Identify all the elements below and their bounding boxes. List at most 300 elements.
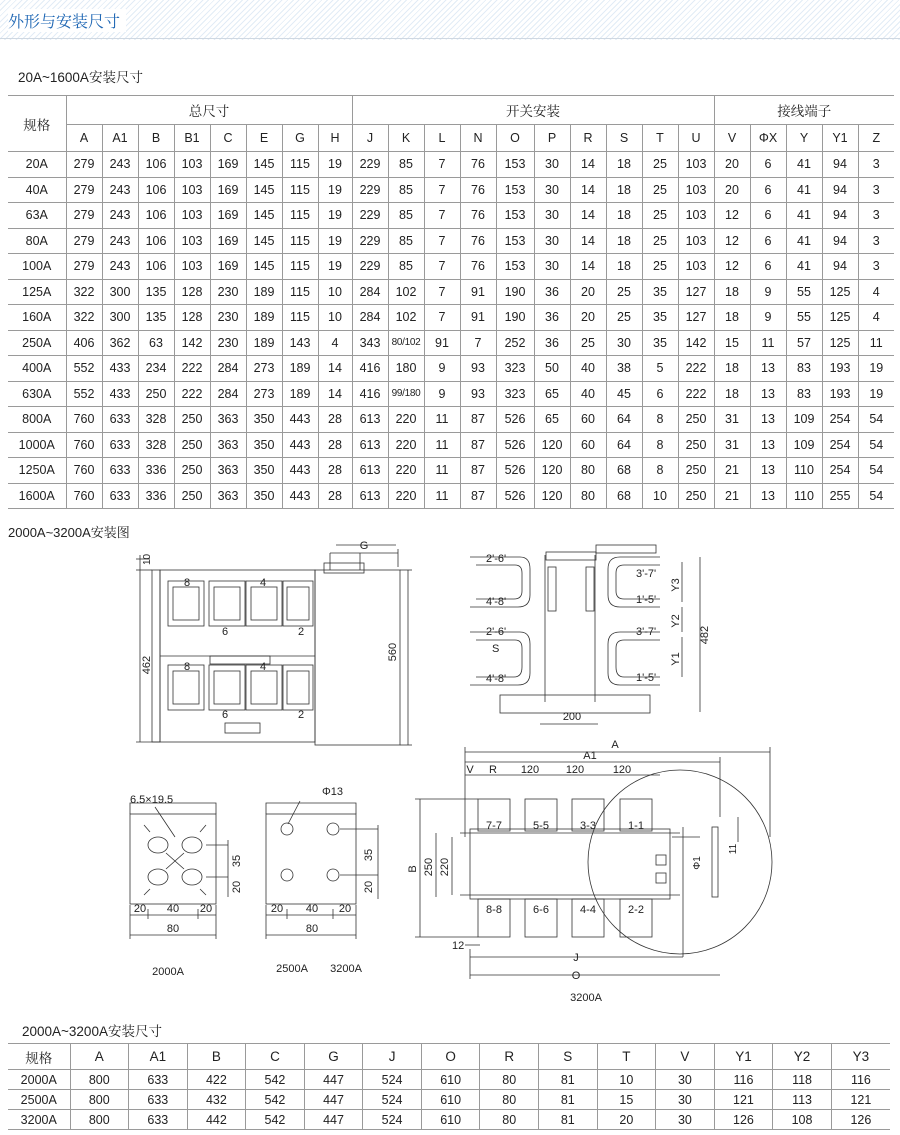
table1-column-header: P (534, 125, 570, 152)
table1-column-header: R (570, 125, 606, 152)
table1-row-spec: 20A (8, 152, 66, 178)
table1-cell: 190 (496, 279, 534, 305)
table1-cell: 3 (858, 177, 894, 203)
table1-cell: 279 (66, 177, 102, 203)
table1-cell: 14 (318, 356, 352, 382)
table1-cell: 343 (352, 330, 388, 356)
table2-cell: 800 (70, 1090, 129, 1110)
table1-cell: 103 (174, 228, 210, 254)
top-label-a: A (611, 739, 619, 751)
table2-cell: 800 (70, 1070, 129, 1090)
table1-cell: 613 (352, 407, 388, 433)
table1-column-header: A1 (102, 125, 138, 152)
table1-cell: 110 (786, 483, 822, 509)
table1-column-header: B1 (174, 125, 210, 152)
table1-cell: 103 (678, 228, 714, 254)
table1-group-header: 开关安装 (352, 96, 714, 125)
table1-cell: 7 (460, 330, 496, 356)
header-divider (0, 38, 900, 39)
table2-row-spec: 2000A (8, 1070, 70, 1090)
table1-cell: 18 (606, 254, 642, 280)
table1-cell: 76 (460, 228, 496, 254)
table1-cell: 11 (858, 330, 894, 356)
table1-cell: 254 (822, 432, 858, 458)
table2-column-header: A (70, 1044, 129, 1070)
holes2-caption-3200a: 3200A (330, 963, 362, 975)
table1-column-header: O (496, 125, 534, 152)
table1-cell: 68 (606, 458, 642, 484)
table2-cell: 422 (187, 1070, 246, 1090)
table2-cell: 442 (187, 1110, 246, 1130)
table1-cell: 4 (858, 305, 894, 331)
table1-cell: 21 (714, 483, 750, 509)
table1-cell: 8 (642, 458, 678, 484)
table1-cell: 323 (496, 356, 534, 382)
table1-column-header: T (642, 125, 678, 152)
holes1-dim-35: 35 (231, 854, 243, 868)
table1-cell: 18 (714, 279, 750, 305)
table1-cell: 243 (102, 177, 138, 203)
table1-cell: 760 (66, 432, 102, 458)
table1-cell: 8 (642, 407, 678, 433)
holes2-dim-c: 20 (338, 903, 352, 915)
table2-column-header: O (421, 1044, 480, 1070)
table1-cell: 35 (642, 305, 678, 331)
table2-cell: 633 (129, 1070, 188, 1090)
table1-cell: 443 (282, 432, 318, 458)
table1-column-header: K (388, 125, 424, 152)
table1-cell: 125 (822, 305, 858, 331)
table1-cell: 35 (642, 279, 678, 305)
table1-row-spec: 1250A (8, 458, 66, 484)
table1-cell: 35 (642, 330, 678, 356)
table2-column-header: Y2 (773, 1044, 832, 1070)
table-row (8, 483, 894, 509)
table1-cell: 9 (424, 356, 460, 382)
table2-cell: 81 (539, 1090, 598, 1110)
front-view-drawing (136, 540, 412, 745)
table1-cell: 115 (282, 177, 318, 203)
table2-column-header: B (187, 1044, 246, 1070)
side-label-26-top: 2'-6' (486, 553, 507, 565)
table1-cell: 613 (352, 458, 388, 484)
table2-cell: 116 (714, 1070, 773, 1090)
table1-cell: 18 (714, 381, 750, 407)
table1-group-header: 总尺寸 (66, 96, 352, 125)
table1-cell: 189 (246, 305, 282, 331)
table1-cell: 613 (352, 432, 388, 458)
top-label-22: 2-2 (628, 904, 644, 916)
table1-cell: 14 (570, 152, 606, 178)
hole-diagram-2500a-3200a (266, 786, 378, 975)
table1-row-spec: 400A (8, 356, 66, 382)
front-label-4-top: 4 (260, 577, 267, 589)
table1-cell: 142 (678, 330, 714, 356)
table1-cell: 222 (678, 356, 714, 382)
table2-column-header: S (539, 1044, 598, 1070)
dimensions-table-2000a-3200a (8, 1043, 890, 1130)
table1-cell: 526 (496, 432, 534, 458)
table1-cell: 94 (822, 228, 858, 254)
holes2-caption-2500a: 2500A (276, 963, 308, 975)
table1-cell: 189 (246, 330, 282, 356)
table1-cell: 7 (424, 203, 460, 229)
table1-cell: 6 (750, 254, 786, 280)
table1-cell: 85 (388, 254, 424, 280)
table1-cell: 13 (750, 381, 786, 407)
table1-column-header: Y (786, 125, 822, 152)
table1-cell: 322 (66, 279, 102, 305)
front-label-g: G (359, 540, 369, 552)
table1-cell: 9 (750, 305, 786, 331)
table1-column-header: U (678, 125, 714, 152)
table1-cell: 30 (534, 228, 570, 254)
table1-cell: 13 (750, 407, 786, 433)
table1-column-header: N (460, 125, 496, 152)
front-label-8-top: 8 (184, 577, 191, 589)
table1-cell: 19 (318, 177, 352, 203)
top-label-12: 12 (452, 940, 465, 952)
table2-cell: 30 (656, 1110, 715, 1130)
table1-cell: 55 (786, 279, 822, 305)
table1-cell: 443 (282, 407, 318, 433)
table1-cell: 91 (460, 279, 496, 305)
table1-row-spec: 40A (8, 177, 66, 203)
table1-column-header: Z (858, 125, 894, 152)
table1-cell: 7 (424, 177, 460, 203)
holes1-dim-c: 20 (199, 903, 213, 915)
top-label-55: 5-5 (533, 820, 549, 832)
table1-cell: 14 (570, 228, 606, 254)
table1-cell: 633 (102, 483, 138, 509)
table1-group-header: 接线端子 (714, 96, 894, 125)
table1-cell: 350 (246, 432, 282, 458)
table2-cell: 633 (129, 1090, 188, 1110)
table1-cell: 36 (534, 305, 570, 331)
table1-cell: 14 (570, 203, 606, 229)
table1-cell: 279 (66, 228, 102, 254)
table1-cell: 633 (102, 432, 138, 458)
table-row (8, 407, 894, 433)
top-label-r: R (489, 764, 497, 776)
table1-cell: 55 (786, 305, 822, 331)
top-caption-3200a: 3200A (570, 992, 602, 1004)
holes1-caption: 2000A (152, 966, 184, 978)
table1-cell: 94 (822, 177, 858, 203)
table1-cell: 145 (246, 228, 282, 254)
table1-cell: 222 (174, 356, 210, 382)
table1-cell: 250 (174, 458, 210, 484)
table1-row-spec: 80A (8, 228, 66, 254)
table1-cell: 142 (174, 330, 210, 356)
table1-cell: 189 (246, 279, 282, 305)
table1-cell: 189 (282, 356, 318, 382)
table1-cell: 443 (282, 483, 318, 509)
table1-cell: 255 (822, 483, 858, 509)
table1-cell: 91 (424, 330, 460, 356)
table1-cell: 153 (496, 254, 534, 280)
table1-cell: 36 (534, 330, 570, 356)
table1-cell: 25 (606, 305, 642, 331)
top-label-a1: A1 (583, 750, 597, 762)
table1-cell: 15 (714, 330, 750, 356)
side-label-15-bot: 1'-5' (636, 672, 657, 684)
table-row (8, 1090, 890, 1110)
table2-cell: 126 (831, 1110, 890, 1130)
top-label-11: 1-1 (628, 820, 644, 832)
table1-cell: 220 (388, 432, 424, 458)
table2-cell: 524 (363, 1090, 422, 1110)
table1-row-spec: 250A (8, 330, 66, 356)
table1-cell: 169 (210, 228, 246, 254)
table1-cell: 128 (174, 305, 210, 331)
table2-cell: 80 (480, 1070, 539, 1090)
table1-cell: 169 (210, 203, 246, 229)
installation-drawings (0, 537, 900, 1012)
side-label-s: S (492, 643, 500, 655)
table1-cell: 60 (570, 407, 606, 433)
table1-cell: 85 (388, 152, 424, 178)
table1-cell: 243 (102, 152, 138, 178)
table1-row-spec: 160A (8, 305, 66, 331)
table1-cell: 41 (786, 203, 822, 229)
table1-cell: 76 (460, 152, 496, 178)
holes1-dim-b: 40 (166, 903, 180, 915)
table1-cell: 433 (102, 381, 138, 407)
table1-cell: 443 (282, 458, 318, 484)
table1-cell: 153 (496, 152, 534, 178)
table1-cell: 300 (102, 279, 138, 305)
top-label-120-c: 120 (612, 764, 632, 776)
table1-cell: 87 (460, 407, 496, 433)
table1-column-header: S (606, 125, 642, 152)
table2-cell: 447 (304, 1090, 363, 1110)
top-label-250: 250 (423, 857, 435, 877)
table1-cell: 115 (282, 279, 318, 305)
table1-cell: 87 (460, 483, 496, 509)
table1-cell: 94 (822, 152, 858, 178)
table1-cell: 63 (138, 330, 174, 356)
table1-cell: 13 (750, 432, 786, 458)
table1-cell: 363 (210, 458, 246, 484)
top-label-120-a: 120 (520, 764, 540, 776)
table1-cell: 11 (424, 483, 460, 509)
table1-cell: 6 (642, 381, 678, 407)
table1-cell: 145 (246, 152, 282, 178)
table1-cell: 102 (388, 279, 424, 305)
table1-cell: 115 (282, 203, 318, 229)
drawings-title: 2000A~3200A安装图 (8, 525, 130, 540)
table1-cell: 190 (496, 305, 534, 331)
table1-cell: 416 (352, 356, 388, 382)
table1-cell: 250 (678, 432, 714, 458)
table1-cell: 613 (352, 483, 388, 509)
table1-cell: 7 (424, 228, 460, 254)
table1-cell: 4 (318, 330, 352, 356)
table1-cell: 18 (606, 152, 642, 178)
table1-cell: 115 (282, 152, 318, 178)
table1-cell: 30 (534, 152, 570, 178)
table1-cell: 350 (246, 458, 282, 484)
table1-cell: 93 (460, 356, 496, 382)
table1-cell: 145 (246, 177, 282, 203)
table1-cell: 230 (210, 279, 246, 305)
holes2-dim-20: 20 (363, 880, 375, 894)
table1-cell: 243 (102, 228, 138, 254)
side-label-y1: Y1 (670, 652, 682, 666)
table1-cell: 3 (858, 203, 894, 229)
table1-cell: 20 (714, 152, 750, 178)
table1-cell: 135 (138, 279, 174, 305)
table1-cell: 7 (424, 305, 460, 331)
table1-cell: 40 (570, 381, 606, 407)
table2-column-header: C (246, 1044, 305, 1070)
holes1-dim-20: 20 (231, 880, 243, 894)
table1-cell: 54 (858, 458, 894, 484)
table1-cell: 243 (102, 254, 138, 280)
table1-cell: 125 (822, 279, 858, 305)
top-label-120-b: 120 (565, 764, 585, 776)
table1-cell: 8 (642, 432, 678, 458)
table1-cell: 41 (786, 152, 822, 178)
front-label-2-top: 2 (298, 626, 305, 638)
table1-cell: 328 (138, 432, 174, 458)
table-row (8, 381, 894, 407)
dimensions-table-20a-1600a (8, 95, 894, 509)
table1-cell: 18 (714, 356, 750, 382)
table1-cell: 80 (570, 483, 606, 509)
table2-column-header: J (363, 1044, 422, 1070)
table2-cell: 126 (714, 1110, 773, 1130)
table1-cell: 279 (66, 152, 102, 178)
table2-cell: 118 (773, 1070, 832, 1090)
table2-cell: 10 (597, 1070, 656, 1090)
table1-cell: 222 (678, 381, 714, 407)
table2-cell: 447 (304, 1110, 363, 1130)
table1-cell: 109 (786, 432, 822, 458)
table1-cell: 106 (138, 152, 174, 178)
table1-cell: 243 (102, 203, 138, 229)
side-label-37-bot: 3'-7' (636, 626, 657, 638)
table1-cell: 19 (318, 152, 352, 178)
table1-cell: 229 (352, 203, 388, 229)
table1-cell: 234 (138, 356, 174, 382)
table1-cell: 13 (750, 458, 786, 484)
front-label-4-bot: 4 (260, 661, 267, 673)
table2-cell: 15 (597, 1090, 656, 1110)
top-label-220: 220 (439, 857, 451, 877)
table2-column-header: Y3 (831, 1044, 890, 1070)
table1-cell: 153 (496, 177, 534, 203)
table1-cell: 3 (858, 254, 894, 280)
table1-cell: 433 (102, 356, 138, 382)
table1-row-spec: 1600A (8, 483, 66, 509)
table1-cell: 180 (388, 356, 424, 382)
table1-cell: 284 (210, 381, 246, 407)
table1-cell: 109 (786, 407, 822, 433)
table1-cell: 103 (174, 254, 210, 280)
table1-column-header: A (66, 125, 102, 152)
table2-row-spec: 3200A (8, 1110, 70, 1130)
table-row (8, 305, 894, 331)
table1-cell: 110 (786, 458, 822, 484)
table1-cell: 273 (246, 356, 282, 382)
table1-cell: 120 (534, 458, 570, 484)
side-view-drawing (470, 545, 711, 724)
table2-cell: 610 (421, 1110, 480, 1130)
table1-cell: 103 (678, 254, 714, 280)
table1-row-spec: 630A (8, 381, 66, 407)
table1-cell: 153 (496, 228, 534, 254)
top-label-b: B (407, 865, 419, 873)
table1-cell: 83 (786, 356, 822, 382)
table1-cell: 57 (786, 330, 822, 356)
table1-cell: 189 (282, 381, 318, 407)
table-row (8, 356, 894, 382)
table1-cell: 552 (66, 356, 102, 382)
table1-cell: 169 (210, 177, 246, 203)
front-label-10: 10 (142, 553, 153, 565)
table2-column-header: G (304, 1044, 363, 1070)
table1-cell: 115 (282, 228, 318, 254)
table1-cell: 11 (424, 458, 460, 484)
hole-diagram-2000a (130, 794, 243, 978)
table-row (8, 203, 894, 229)
table1-cell: 125 (822, 330, 858, 356)
table1-cell: 30 (606, 330, 642, 356)
table1-cell: 94 (822, 254, 858, 280)
table1-column-header: Y1 (822, 125, 858, 152)
table-row (8, 1110, 890, 1130)
table1-cell: 220 (388, 458, 424, 484)
table1-cell: 19 (858, 381, 894, 407)
table1-cell: 93 (460, 381, 496, 407)
table1-cell: 20 (570, 305, 606, 331)
table1-column-header: ΦX (750, 125, 786, 152)
table2-cell: 80 (480, 1110, 539, 1130)
table1-cell: 102 (388, 305, 424, 331)
table2-cell: 633 (129, 1110, 188, 1130)
table2-column-header: T (597, 1044, 656, 1070)
table1-cell: 25 (642, 203, 678, 229)
table1-cell: 94 (822, 203, 858, 229)
table1-cell: 6 (750, 203, 786, 229)
table1-cell: 222 (174, 381, 210, 407)
table1-cell: 19 (858, 356, 894, 382)
table2-cell: 30 (656, 1070, 715, 1090)
table1-cell: 254 (822, 458, 858, 484)
table2-cell: 121 (831, 1090, 890, 1110)
table1-cell: 145 (246, 203, 282, 229)
front-label-462: 462 (141, 655, 153, 675)
table1-cell: 230 (210, 305, 246, 331)
table1-cell: 11 (750, 330, 786, 356)
table1-title: 20A~1600A安装尺寸 (18, 70, 143, 85)
table1-cell: 14 (570, 254, 606, 280)
table1-cell: 526 (496, 483, 534, 509)
table1-cell: 229 (352, 177, 388, 203)
table1-cell: 7 (424, 254, 460, 280)
front-label-560: 560 (387, 642, 399, 662)
table1-cell: 169 (210, 152, 246, 178)
side-label-482: 482 (699, 625, 711, 645)
table2-row-spec: 2500A (8, 1090, 70, 1110)
table1-cell: 25 (570, 330, 606, 356)
table1-cell: 300 (102, 305, 138, 331)
table1-cell: 85 (388, 203, 424, 229)
table1-cell: 250 (678, 483, 714, 509)
table1-cell: 284 (352, 279, 388, 305)
